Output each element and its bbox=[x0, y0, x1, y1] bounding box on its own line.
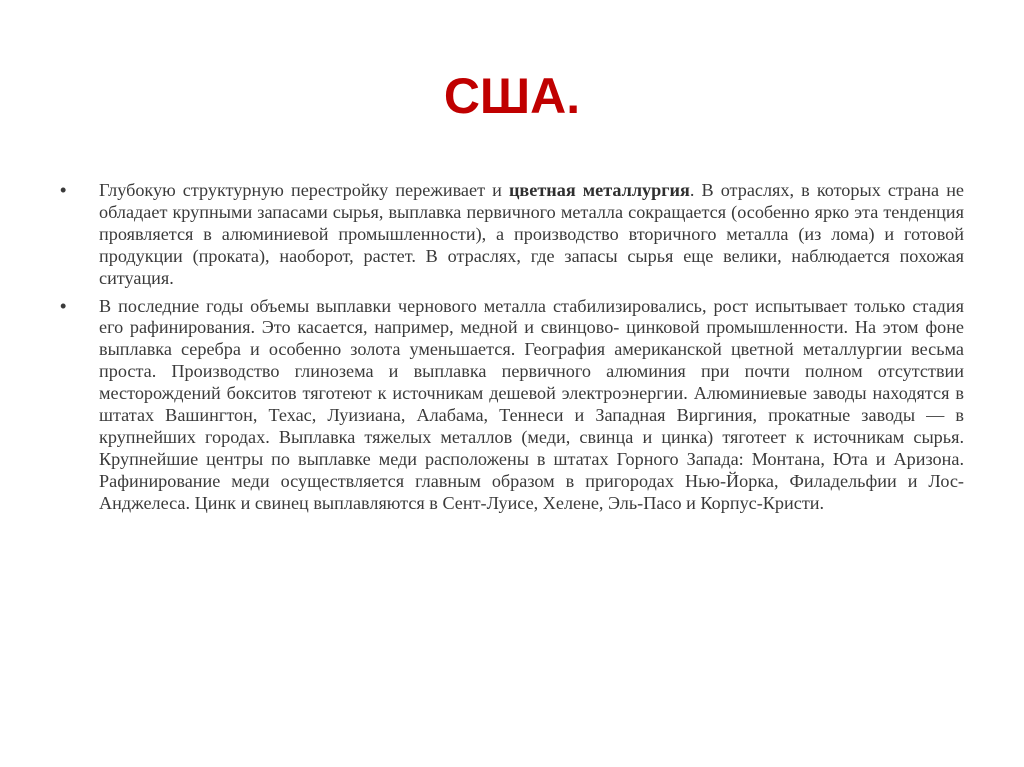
paragraph-text: В последние годы объемы выплавки чернового металла стабилизировались, рост испытывает только стадия его рафинирования. Это касается, например, медной и свинцово- цинковой промышленности. На этом фоне выплавка серебра и особенно золота уменьшается. География американской цветной металлургии весьма проста. Производство глинозема и выплавка первичного алюминия при почти полном отсутствии месторождений бокситов тяготеют к источникам дешевой электроэнергии. Алюминиевые заводы находятся в штатах Вашингтон, Техас, Луизиана, Алабама, Теннеси и Западная Виргиния, прокатные заводы — в крупнейших городах. Выплавка тяжелых металлов (меди, свинца и цинка) тяготеет к источникам сырья. Крупнейшие центры по выплавке меди расположены в штатах Горного Запада: Монтана, Юта и Аризона. Рафинирование меди осуществляется главным образом в пригородах Нью-Йорка, Филадельфии и Лос-Анджелеса. Цинк и свинец выплавляются в Сент-Луисе, Хелене, Эль-Пасо и Корпус-Кристи. bbox=[99, 295, 964, 513]
bullet-marker: • bbox=[60, 295, 67, 316]
slide-body bbox=[60, 180, 964, 521]
bold-term: цветная металлургия bbox=[508, 180, 690, 200]
bullet-paragraph-2 bbox=[60, 296, 964, 515]
paragraph-text-end: . В отраслях, в которых страна не обладает крупными запасами сырья, выплавка первичного металла сокращается (особенно ярко эта тенденция проявляется в алюминиевой промышленности), а производство вторичного металла (из лома) и готовой продукции (проката), наоборот, растет. В отраслях, где запасы сырья еще велики, наблюдается похожая ситуация. bbox=[99, 180, 964, 288]
paragraph-text-start: Глубокую структурную перестройку переживает и bbox=[99, 180, 509, 200]
bullet-paragraph-1 bbox=[60, 180, 964, 290]
bullet-marker: • bbox=[60, 180, 67, 200]
slide-title: США. bbox=[443, 68, 581, 124]
